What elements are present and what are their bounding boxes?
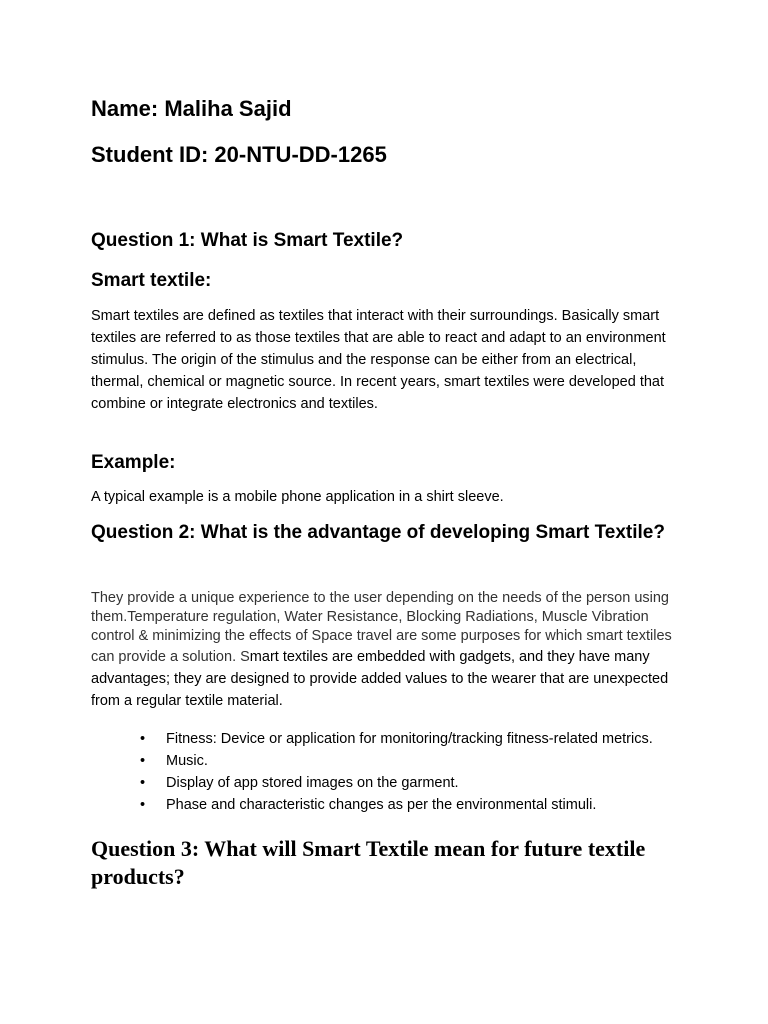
question-2-paragraph-part-1: They provide a unique experience to the user depending on the needs of the person using them.Temperature regulation, Water Resistance, Blocking Radiations, Muscle Vibration control & minimizing the effects of Space travel are some purposes for which smart textiles can provide a solution. S (91, 590, 672, 665)
list-item-text: Fitness: Device or application for monitoring/tracking fitness-related metrics. (166, 731, 653, 747)
question-3-title: Question 3: What will Smart Textile mean for future textile products? (91, 836, 646, 889)
list-item-text: Music. (166, 753, 208, 769)
example-heading: Example: (91, 452, 176, 473)
advantages-list (140, 728, 680, 816)
bullet-icon: • (140, 797, 146, 813)
student-name: Name: Maliha Sajid (91, 96, 292, 121)
example-text: A typical example is a mobile phone application in a shirt sleeve. (91, 489, 504, 505)
list-item (140, 772, 680, 794)
question-2-title: Question 2: What is the advantage of developing Smart Textile? (91, 522, 665, 543)
bullet-icon: • (140, 753, 146, 769)
question-2-paragraph-part-2: mart textiles are embedded with gadgets, and they have many advantages; they are designed to provide added values to the wearer that are unexpected from a regular textile material. (91, 649, 669, 709)
list-item (140, 750, 680, 772)
bullet-icon: • (140, 731, 146, 747)
question-2-paragraph (91, 589, 691, 712)
question-1-title: Question 1: What is Smart Textile? (91, 230, 404, 251)
student-id: Student ID: 20-NTU-DD-1265 (91, 142, 387, 167)
question-1-paragraph: Smart textiles are defined as textiles that interact with their surroundings. Basically smart textiles are referred to as those textiles that are able to react and adapt to an environment stimulus. The origin of the stimulus and the response can be either from an electrical, thermal, chemical or magnetic source. In recent years, smart textiles were developed that combine or integrate electronics and textiles. (91, 308, 666, 412)
list-item (140, 794, 680, 816)
bullet-icon: • (140, 775, 146, 791)
smart-textile-heading: Smart textile: (91, 270, 212, 291)
list-item-text: Phase and characteristic changes as per the environmental stimuli. (166, 797, 597, 813)
list-item-text: Display of app stored images on the garment. (166, 775, 459, 791)
list-item (140, 728, 680, 750)
